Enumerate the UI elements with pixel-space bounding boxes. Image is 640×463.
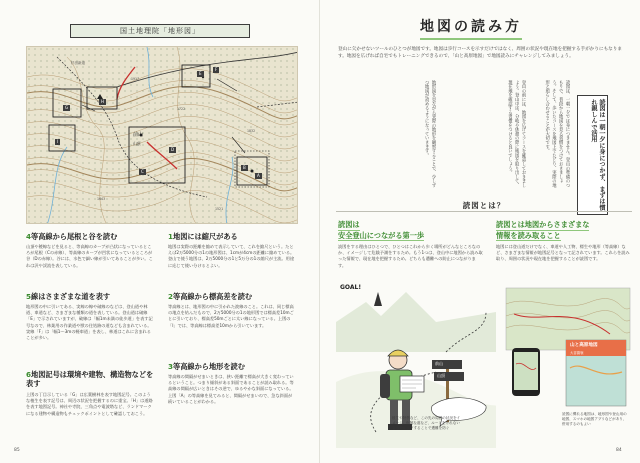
section-4-heading: 等高線から尾根と谷を読む xyxy=(31,232,118,241)
section-6-body: 上図の丁目示している「G」は広葉樹林を表す地図記号。このような植生を表す記号は、周辺の状況を把握するのに重宝。「H」は道路を表す地図記号。神社や寺院、三角点や電波塔など、ランドマークになる建物や構造物もチェックポイントとして確認しておこう。 xyxy=(26,392,153,416)
illustration-caption: 植生や特徴など、この先の周囲の状況をイメージ。危険な道など、ルートを外れないようチェックすることで遭難を防ぐ xyxy=(392,416,461,430)
section-1-number: 1 xyxy=(168,232,174,241)
section-2-number: 2 xyxy=(168,292,174,301)
hiker-illustration xyxy=(336,282,496,448)
map-cover-subtitle: 大菩薩嶺 xyxy=(570,351,584,355)
section-5-heading: 線はさまざまな道を表す xyxy=(31,292,111,301)
section-3-title xyxy=(168,362,245,371)
callout-box: 読図は一朝一夕に身につかず、まずは慣れ親しんで活用 xyxy=(577,95,608,215)
section-5-title xyxy=(26,292,110,301)
section-6-title xyxy=(26,370,154,388)
section-4-title xyxy=(26,232,117,241)
map-marker-d: D xyxy=(171,147,175,152)
page-number-left: 85 xyxy=(14,448,20,453)
section-2-title xyxy=(168,292,252,301)
section-3-body: 等高線の間隔がせまいときは、狭い距離で標高が大きく変わっているということ。つまり傾斜がある斜面であることが読み取れる。等高線の間隔が広いときはその逆で、ゆるやかな斜面になっている。上図「A」の等高線を見てみると、間隔がせまいので、急な斜面が続いていることがわかる。 xyxy=(168,374,294,404)
section-5-body: 地形図の中に引いてある、実線の線や破線のなどは、登山道や林道、車道など、さまざまな種類の道を表している。登山道は破線「E」で示されていますが、破線は「幅1m未満の徒歩道」を表す記号なので、林業用の作業道や獣の住処跡の道なども含まれている。実線「F」は「幅1～3mの軽車道」を表し、林道はこれに含まれることが多い。 xyxy=(26,304,153,341)
elevation-5: 1521 xyxy=(215,207,224,211)
sub-right-title xyxy=(496,220,589,241)
elevation-2: 1722 xyxy=(177,107,186,111)
section-2-heading: 等高線から標高差を読む xyxy=(173,292,253,301)
page-title: 地図の読み方 xyxy=(420,16,522,40)
section-5-number: 5 xyxy=(26,292,32,301)
section-2-body: 等高線とは、地形図の中に引かれた波線のこと。これは、同じ標高の地点を結んだもので、2万5000分の1の地形図では標高差10mごとに引いており、標高差50mごとに太い線になっている。上図の「I」では、等高線は標高差10mから引いています。 xyxy=(168,304,294,328)
map-marker-b: B xyxy=(243,165,246,170)
map-photos xyxy=(500,284,632,412)
sub-left-title-line1: 読図は xyxy=(338,220,360,229)
elevation-3: 1832 xyxy=(247,129,256,133)
section-3-number: 3 xyxy=(168,362,174,371)
map-marker-h: H xyxy=(101,99,105,104)
map-header xyxy=(70,24,250,38)
map-photo-caption: 読図に慣れる地図は、地形図や登山用の地図、スマホの地図アプリなどがあり、併用するのもよい xyxy=(562,412,627,426)
column-2: 登山の前には、地図を広げてコースを確認しておきましょう。登山中は、分岐や休憩の際に地図を取り出して、現在地を確認する習慣をつけると良いでしょう。 xyxy=(507,80,526,188)
maps-svg xyxy=(500,284,632,412)
section-1-body: 地図は実際の距離を縮めて表示していて、これを縮尺という。たとえば2万5000分の1の地形図は、1cmが4cmの距離に縮めている。登山で使う地図は、2万5000分の1と5万分の1の縮尺が主流。用途に応じて使い分けるとよい。 xyxy=(168,244,295,268)
column-3: 地形図を見ながら実際の地形を観察することで、少しずつ地図が読めるようになっていきます。 xyxy=(424,80,436,188)
elevation-4: 1643 xyxy=(97,197,106,201)
sub-left-body: 読図をする理由はひとつで、ひとつはこれから歩く場所がどんなところなのか、イメージして危険予測をするため。もう1つは、登山中に地図から読み取った情報で、現在地を把握するため。どちらも遭難への防止につながります。 xyxy=(338,244,483,268)
section-6-number: 6 xyxy=(26,370,32,379)
sub-left-title xyxy=(338,220,424,241)
section-1-heading: 地図には縮尺がある xyxy=(173,232,238,241)
section-6-heading: 地図記号は環境や建物、構造物などを表す xyxy=(26,370,154,388)
sub-left-title-line2: 安全登山につながる第一歩 xyxy=(338,230,425,240)
map-marker-f: F xyxy=(215,67,218,72)
signpost-bottom-text: 山頂 xyxy=(437,373,445,378)
page-number-right: 84 xyxy=(616,448,622,453)
signpost-top-text: 前山 xyxy=(435,361,443,366)
map-marker-a: A xyxy=(257,173,260,178)
column-1: 読図は、一朝一夕では身につきません。登山の準備のつもりで、普段から地図を見る習慣をつけておきましょう。そして、歩いたコースを地図上でたどり、実際の地形と照らし合わせることが大切です。 xyxy=(544,80,570,188)
map-marker-i: I xyxy=(57,139,59,144)
summit-label: 山頂 xyxy=(133,141,141,146)
section-4-number: 4 xyxy=(26,232,32,241)
peak-label: 前山 xyxy=(133,132,144,138)
sub-right-title-line2: 情報を読み取ること xyxy=(496,230,561,240)
section-1-title xyxy=(168,232,238,241)
goal-label: GOAL! xyxy=(340,284,362,291)
map-header-text: 国土地理院「地形図」 xyxy=(120,27,200,35)
sub-right-body: 地図には登山道だけでなく、車道や人工物、標生や地形（等高線）など、さまざまな情報が地図記号となって記されています。これらを読み取り、周囲の状況や現在地を把握することが読図です。 xyxy=(496,244,630,262)
section-banner: 読図とは？ xyxy=(336,200,632,212)
sub-right-title-line1: 読図とは地図からさまざまな xyxy=(496,220,590,229)
map-marker-e: E xyxy=(199,71,202,76)
section-4-body: 山頂や稜線などを見ると、等高線のカーブが凸状になっているところが尾根（Cの赤線）、等高線のカーブが凹状になっているところが谷（Dの赤線）。谷には、水色で細い線が引いてあることが多い。これは沢や渓流を表している。 xyxy=(26,244,153,268)
elevation-1: 1917 xyxy=(131,77,140,81)
topographic-map xyxy=(26,46,298,224)
map-marker-c: C xyxy=(141,169,144,174)
topo-map-svg xyxy=(27,47,298,224)
intro-text: 登山に欠かせないツールのひとつが地図です。地図は歩行コースを示すだけではなく、周囲の状況や現在地を把握する手がかりにもなります。地図を広げれば自宅でもトレーニングできるので、「山と高原地図」で地図読みにチャレンジしてみましょう。 xyxy=(338,47,622,59)
route-label: 杉田新道 xyxy=(71,61,85,65)
map-marker-g: G xyxy=(65,105,69,110)
map-cover-title: 山と高原地図 xyxy=(570,343,598,348)
section-3-heading: 等高線から地形を読む xyxy=(173,362,245,371)
